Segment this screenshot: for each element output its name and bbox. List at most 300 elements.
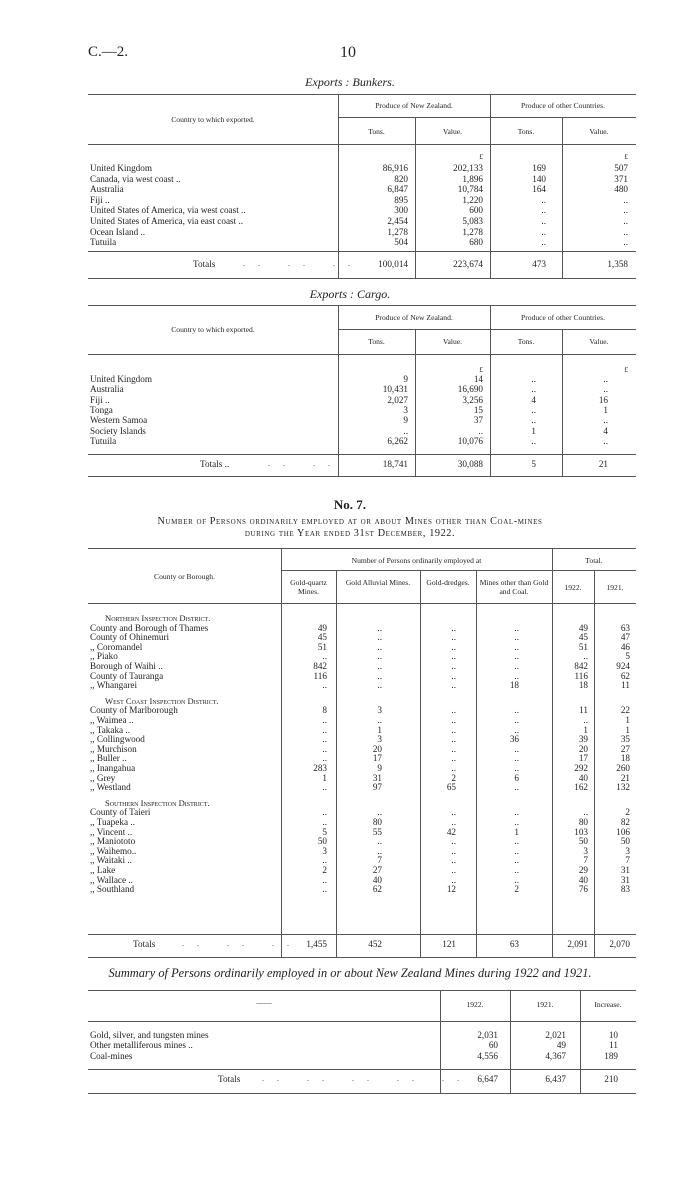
no7-row-1922: 39 bbox=[578, 734, 588, 745]
no7-row-gold-quartz: 842 bbox=[313, 661, 327, 671]
no7-row-1921: 260 bbox=[616, 763, 630, 773]
cargo-row-nz-tons: .. bbox=[403, 425, 408, 436]
no7-col-county: County or Borough. bbox=[154, 572, 215, 581]
no7-row-gold-quartz: 116 bbox=[313, 670, 327, 681]
page-number: 10 bbox=[340, 44, 356, 61]
no7-row-name: ,, Tuapeka .. bbox=[90, 817, 135, 827]
no7-row-1922: 1 bbox=[583, 724, 588, 735]
cargo-row-country: Society Islands bbox=[90, 425, 146, 436]
bunkers-col-nz: Produce of New Zealand. bbox=[375, 101, 453, 110]
cargo-row-o-value: 16 bbox=[598, 394, 608, 405]
no7-row-gold-quartz: 5 bbox=[322, 826, 327, 837]
no7-row-1922: .. bbox=[583, 807, 588, 818]
cargo-row-nz-value: 37 bbox=[473, 415, 483, 426]
no7-row-mines-other: 36 bbox=[509, 734, 519, 745]
no7-row-gold-alluvial: .. bbox=[377, 845, 382, 856]
no7-row-1922: 45 bbox=[578, 632, 588, 643]
no7-row-1921: 82 bbox=[620, 817, 630, 827]
no7-row-gold-alluvial: 55 bbox=[372, 826, 382, 837]
bunkers-row-country: United States of America, via west coast .. bbox=[90, 205, 246, 216]
cargo-col-o-value: Value. bbox=[589, 337, 609, 346]
section-heading-no7: No. 7. bbox=[333, 497, 367, 512]
page-reference: C.—2. bbox=[88, 44, 129, 60]
bunkers-row-country: Ocean Island .. bbox=[90, 226, 146, 237]
no7-row-mines-other: .. bbox=[514, 743, 519, 754]
no7-row-1921: 21 bbox=[620, 772, 630, 783]
no7-row-1922: .. bbox=[583, 651, 588, 662]
no7-row-name: County and Borough of Thames bbox=[90, 622, 209, 633]
no7-row-1922: 292 bbox=[574, 763, 588, 773]
bunkers-row-o-tons: .. bbox=[541, 226, 546, 237]
bunkers-totals-label: Totals bbox=[193, 259, 216, 269]
summary-total-1921: 6,437 bbox=[545, 1074, 566, 1084]
bunkers-row-o-tons: 164 bbox=[532, 184, 546, 195]
no7-row-1922: 40 bbox=[578, 772, 588, 783]
no7-row-mines-other: .. bbox=[514, 807, 519, 818]
no7-row-1921: 18 bbox=[620, 753, 630, 764]
no7-row-gold-alluvial: 7 bbox=[377, 855, 382, 866]
no7-row-gold-dredges: 12 bbox=[446, 884, 456, 895]
no7-col-1921: 1921. bbox=[606, 583, 624, 592]
bunkers-row-o-value: 371 bbox=[614, 173, 628, 184]
no7-row-mines-other: .. bbox=[514, 753, 519, 764]
summary-total-1922: 6,647 bbox=[477, 1074, 498, 1084]
no7-section-heading: West Coast Inspection District. bbox=[105, 695, 219, 706]
no7-row-gold-alluvial: .. bbox=[377, 680, 382, 691]
no7-row-name: County of Ohinemuri bbox=[90, 632, 170, 643]
bunkers-row-o-tons: .. bbox=[541, 194, 546, 205]
summary-row-increase: 11 bbox=[609, 1040, 618, 1051]
no7-row-name: County of Tauranga bbox=[90, 670, 164, 681]
no7-row-1921: 1 bbox=[625, 715, 630, 725]
no7-row-gold-quartz: 1 bbox=[322, 772, 327, 783]
no7-row-gold-alluvial: 80 bbox=[372, 817, 382, 827]
bunkers-row-nz-value: 1,896 bbox=[462, 173, 483, 184]
summary-row-label: Coal-mines bbox=[90, 1050, 133, 1061]
no7-row-gold-dredges: 65 bbox=[446, 782, 456, 793]
cargo-row-o-value: .. bbox=[603, 435, 608, 446]
summary-row-increase: 10 bbox=[608, 1030, 618, 1040]
no7-row-gold-dredges: .. bbox=[451, 753, 456, 764]
no7-row-mines-other: .. bbox=[514, 763, 519, 773]
no7-row-1921: 46 bbox=[620, 641, 630, 652]
no7-row-gold-quartz: .. bbox=[322, 782, 327, 793]
bunkers-col-nz-tons: Tons. bbox=[368, 127, 385, 136]
no7-row-mines-other: .. bbox=[514, 622, 519, 633]
no7-row-gold-dredges: .. bbox=[451, 724, 456, 735]
no7-row-gold-alluvial: .. bbox=[377, 622, 382, 633]
no7-row-name: ,, Waitaki .. bbox=[90, 855, 132, 866]
cargo-total-nz-tons: 18,741 bbox=[382, 459, 408, 469]
no7-row-gold-quartz: .. bbox=[322, 680, 327, 691]
no7-row-gold-quartz: .. bbox=[322, 743, 327, 754]
summary-col-blank: —— bbox=[256, 998, 272, 1007]
no7-row-1922: 49 bbox=[578, 622, 588, 633]
bunkers-row-o-value: .. bbox=[623, 205, 628, 216]
no7-row-gold-dredges: .. bbox=[451, 641, 456, 652]
bunkers-col-country: Country to which exported. bbox=[171, 115, 255, 124]
cargo-row-nz-tons: 10,431 bbox=[382, 384, 408, 395]
no7-row-gold-quartz: .. bbox=[322, 651, 327, 662]
no7-row-1921: 31 bbox=[620, 874, 630, 885]
no7-total-mo: 63 bbox=[509, 939, 519, 949]
no7-row-1921: 22 bbox=[620, 705, 630, 716]
bunkers-col-nz-value: Value. bbox=[442, 127, 463, 136]
no7-row-name: ,, Vincent .. bbox=[90, 826, 133, 837]
cargo-total-nz-value: 30,088 bbox=[457, 459, 483, 469]
no7-row-1921: 11 bbox=[621, 680, 630, 691]
no7-row-1922: 40 bbox=[578, 874, 588, 885]
summary-row-label: Gold, silver, and tungsten mines bbox=[90, 1030, 209, 1040]
no7-row-name: ,, Westland bbox=[90, 782, 131, 793]
bunkers-row-nz-value: 600 bbox=[469, 205, 483, 216]
cargo-row-o-tons: .. bbox=[531, 415, 536, 426]
bunkers-currency-nz: £ bbox=[479, 152, 483, 161]
cargo-row-o-value: 4 bbox=[603, 425, 608, 436]
cargo-row-o-tons: 4 bbox=[531, 394, 536, 405]
no7-row-name: ,, Southland bbox=[90, 884, 135, 895]
no7-row-gold-alluvial: .. bbox=[377, 670, 382, 681]
cargo-row-country: Western Samoa bbox=[90, 415, 148, 426]
cargo-row-nz-value: .. bbox=[478, 425, 483, 436]
no7-row-1921: 2 bbox=[625, 807, 630, 818]
summary-col-1922: 1922. bbox=[466, 1000, 484, 1009]
no7-row-mines-other: 18 bbox=[509, 680, 519, 691]
summary-row-1921: 2,021 bbox=[545, 1030, 566, 1040]
no7-row-gold-quartz: 8 bbox=[322, 705, 327, 716]
summary-col-1921: 1921. bbox=[536, 1000, 554, 1009]
bunkers-row-o-value: .. bbox=[623, 194, 628, 205]
bunkers-title: Exports : Bunkers. bbox=[305, 75, 395, 89]
no7-row-1922: 50 bbox=[578, 836, 588, 847]
no7-row-1921: 5 bbox=[625, 651, 630, 662]
no7-row-name: County of Taieri bbox=[90, 807, 151, 818]
no7-row-1921: 62 bbox=[620, 670, 630, 681]
cargo-row-nz-tons: 3 bbox=[403, 404, 408, 415]
no7-subtitle-line-2: during the Year ended 31st December, 1922. bbox=[244, 528, 456, 539]
cargo-title: Exports : Cargo. bbox=[309, 287, 391, 301]
no7-row-1922: 116 bbox=[574, 670, 588, 681]
summary-title: Summary of Persons ordinarily employed in or about New Zealand Mines during 1922 and 1921. bbox=[108, 966, 592, 980]
no7-row-gold-alluvial: .. bbox=[377, 836, 382, 847]
cargo-currency-nz: £ bbox=[479, 365, 483, 374]
cargo-row-nz-value: 15 bbox=[473, 404, 483, 415]
bunkers-row-o-tons: 140 bbox=[532, 173, 546, 184]
no7-row-gold-dredges: .. bbox=[451, 715, 456, 725]
no7-row-name: ,, Wallace .. bbox=[90, 874, 133, 885]
no7-row-gold-alluvial: .. bbox=[377, 807, 382, 818]
no7-row-gold-quartz: .. bbox=[322, 734, 327, 745]
summary-row-1922: 2,031 bbox=[477, 1030, 498, 1040]
no7-row-gold-dredges: .. bbox=[451, 705, 456, 716]
no7-row-1921: 7 bbox=[625, 855, 630, 866]
no7-row-gold-dredges: .. bbox=[451, 865, 456, 875]
no7-row-gold-dredges: .. bbox=[451, 670, 456, 681]
cargo-row-nz-tons: 6,262 bbox=[387, 435, 408, 446]
no7-row-gold-alluvial: .. bbox=[377, 715, 382, 725]
bunkers-row-country: Tutuila bbox=[90, 237, 117, 248]
bunkers-row-nz-value: 5,083 bbox=[462, 216, 483, 226]
summary-col-increase: Increase. bbox=[594, 1000, 622, 1009]
no7-row-gold-dredges: .. bbox=[451, 632, 456, 643]
summary-row-1921: 4,367 bbox=[545, 1050, 566, 1061]
no7-row-1922: 103 bbox=[574, 826, 588, 837]
cargo-row-nz-tons: 2,027 bbox=[387, 394, 408, 405]
no7-row-name: ,, Piako bbox=[90, 651, 118, 662]
cargo-row-country: United Kingdom bbox=[90, 374, 153, 384]
no7-row-gold-alluvial: .. bbox=[377, 651, 382, 662]
cargo-row-nz-tons: 9 bbox=[403, 415, 408, 426]
no7-row-mines-other: .. bbox=[514, 724, 519, 735]
summary-row-1921: 49 bbox=[556, 1040, 566, 1051]
no7-row-mines-other: .. bbox=[514, 715, 519, 725]
cargo-row-nz-value: 14 bbox=[473, 374, 483, 384]
no7-row-gold-alluvial: 62 bbox=[372, 884, 382, 895]
no7-row-gold-dredges: .. bbox=[451, 836, 456, 847]
no7-row-gold-quartz: 45 bbox=[317, 632, 327, 643]
bunkers-row-country: United Kingdom bbox=[90, 163, 153, 173]
no7-row-mines-other: .. bbox=[514, 661, 519, 671]
no7-row-gold-alluvial: 1 bbox=[377, 724, 382, 735]
cargo-row-nz-value: 3,256 bbox=[462, 394, 483, 405]
no7-row-mines-other: .. bbox=[514, 855, 519, 866]
no7-row-1922: 3 bbox=[583, 845, 588, 856]
no7-row-gold-alluvial: .. bbox=[377, 641, 382, 652]
bunkers-row-country: United States of America, via east coast .. bbox=[90, 216, 244, 226]
summary-row-increase: 189 bbox=[604, 1050, 618, 1061]
cargo-currency-other: £ bbox=[624, 365, 628, 374]
no7-row-gold-quartz: 49 bbox=[317, 622, 327, 633]
no7-row-name: ,, Maniototo bbox=[90, 836, 136, 847]
bunkers-col-o-value: Value. bbox=[589, 127, 609, 136]
cargo-row-nz-value: 16,690 bbox=[457, 384, 483, 395]
cargo-col-other: Produce of other Countries. bbox=[521, 313, 605, 322]
no7-row-1922: 7 bbox=[583, 855, 588, 866]
no7-total-gq: 1,455 bbox=[306, 939, 327, 949]
bunkers-col-other: Produce of other Countries. bbox=[521, 101, 605, 110]
no7-row-1921: 924 bbox=[616, 661, 630, 671]
summary-row-1922: 4,556 bbox=[477, 1050, 498, 1061]
no7-row-1922: 29 bbox=[578, 865, 588, 875]
cargo-row-o-tons: .. bbox=[531, 404, 536, 415]
cargo-col-nz: Produce of New Zealand. bbox=[375, 313, 453, 322]
bunkers-total-o-value: 1,358 bbox=[607, 259, 628, 269]
no7-row-gold-alluvial: 17 bbox=[372, 753, 382, 764]
no7-row-mines-other: .. bbox=[514, 845, 519, 856]
no7-row-mines-other: .. bbox=[514, 836, 519, 847]
bunkers-row-o-value: .. bbox=[623, 237, 628, 248]
no7-row-name: ,, Waihemo.. bbox=[90, 845, 137, 856]
no7-row-gold-dredges: .. bbox=[451, 680, 456, 691]
no7-row-gold-quartz: 50 bbox=[317, 836, 327, 847]
no7-subtitle bbox=[60, 516, 640, 540]
bunkers-row-nz-value: 1,278 bbox=[462, 226, 483, 237]
bunkers-row-nz-tons: 895 bbox=[394, 194, 408, 205]
cargo-row-o-tons: .. bbox=[531, 435, 536, 446]
no7-row-mines-other: .. bbox=[514, 651, 519, 662]
no7-row-gold-dredges: .. bbox=[451, 661, 456, 671]
no7-row-mines-other: 6 bbox=[514, 772, 519, 783]
no7-row-mines-other: .. bbox=[514, 632, 519, 643]
cargo-row-o-value: .. bbox=[603, 384, 608, 395]
bunkers-row-nz-value: 1,220 bbox=[462, 194, 483, 205]
no7-row-gold-quartz: .. bbox=[322, 753, 327, 764]
no7-row-1922: 17 bbox=[578, 753, 588, 764]
no7-row-1921: 50 bbox=[620, 836, 630, 847]
no7-row-gold-quartz: .. bbox=[322, 724, 327, 735]
no7-row-mines-other: .. bbox=[514, 874, 519, 885]
bunkers-row-o-tons: .. bbox=[541, 237, 546, 248]
no7-col-gold-alluvial: Gold Alluvial Mines. bbox=[345, 578, 411, 587]
bunkers-row-nz-tons: 820 bbox=[394, 173, 408, 184]
no7-row-name: ,, Whangarei bbox=[90, 680, 138, 691]
no7-row-gold-quartz: 51 bbox=[317, 641, 327, 652]
bunkers-row-nz-value: 10,784 bbox=[457, 184, 483, 195]
no7-totals-label: Totals bbox=[133, 939, 156, 949]
no7-row-1921: 1 bbox=[625, 724, 630, 735]
no7-row-gold-alluvial: .. bbox=[377, 632, 382, 643]
no7-row-name: ,, Collingwood bbox=[90, 734, 145, 745]
no7-total-1922: 2,091 bbox=[567, 939, 588, 949]
no7-row-mines-other: .. bbox=[514, 817, 519, 827]
bunkers-currency-other: £ bbox=[624, 152, 628, 161]
no7-row-mines-other: .. bbox=[514, 641, 519, 652]
no7-section-heading: Northern Inspection District. bbox=[105, 613, 211, 623]
no7-row-1922: 51 bbox=[578, 641, 588, 652]
cargo-col-nz-value: Value. bbox=[442, 337, 463, 346]
bunkers-total-nz-value: 223,674 bbox=[453, 259, 483, 269]
no7-row-name: Borough of Waihi .. bbox=[90, 661, 163, 671]
no7-row-1922: 20 bbox=[578, 743, 588, 754]
no7-row-name: ,, Buller .. bbox=[90, 753, 127, 764]
bunkers-row-nz-tons: 1,278 bbox=[387, 226, 408, 237]
no7-row-gold-dredges: .. bbox=[451, 651, 456, 662]
no7-row-name: ,, Waimea .. bbox=[90, 715, 134, 725]
no7-row-gold-alluvial: 40 bbox=[372, 874, 382, 885]
no7-row-gold-dredges: 2 bbox=[451, 772, 456, 783]
no7-row-gold-quartz: .. bbox=[322, 855, 327, 866]
no7-row-name: ,, Coromandel bbox=[90, 641, 143, 652]
bunkers-row-nz-tons: 6,847 bbox=[387, 184, 408, 195]
bunkers-total-nz-tons: 100,014 bbox=[378, 259, 408, 269]
cargo-row-country: Tutuila bbox=[90, 435, 117, 446]
no7-row-gold-quartz: .. bbox=[322, 884, 327, 895]
cargo-totals-label: Totals .. bbox=[200, 459, 230, 469]
bunkers-col-o-tons: Tons. bbox=[517, 127, 535, 136]
bunkers-row-nz-tons: 86,916 bbox=[382, 163, 408, 173]
bunkers-row-nz-tons: 504 bbox=[394, 237, 408, 248]
no7-row-name: ,, Takaka .. bbox=[90, 724, 131, 735]
no7-row-name: ,, Inangahua bbox=[90, 763, 136, 773]
cargo-row-country: Australia bbox=[90, 384, 124, 395]
summary-row-label: Other metalliferous mines .. bbox=[90, 1040, 193, 1051]
no7-row-mines-other: .. bbox=[514, 782, 519, 793]
no7-row-gold-alluvial: 97 bbox=[372, 782, 382, 793]
no7-row-1922: 162 bbox=[574, 782, 588, 793]
no7-col-1922: 1922. bbox=[564, 583, 582, 592]
summary-row-1922: 60 bbox=[488, 1040, 498, 1051]
no7-row-1922: 11 bbox=[579, 705, 588, 716]
no7-col-mines-other: Mines other than Gold and Coal. bbox=[479, 578, 549, 596]
no7-section-heading: Southern Inspection District. bbox=[105, 797, 210, 808]
no7-row-gold-alluvial: .. bbox=[377, 661, 382, 671]
no7-subtitle-line-1: Number of Persons ordinarily employed at or about Mines other than Coal-mines bbox=[157, 516, 543, 527]
bunkers-row-o-value: .. bbox=[623, 216, 628, 226]
cargo-row-o-tons: 1 bbox=[531, 425, 536, 436]
bunkers-row-country: Australia bbox=[90, 184, 124, 195]
cargo-row-country: Tonga bbox=[90, 404, 113, 415]
no7-row-1921: 35 bbox=[620, 734, 630, 745]
no7-col-gold-quartz: Gold-quartz Mines. bbox=[290, 578, 327, 596]
cargo-row-country: Fiji .. bbox=[90, 394, 110, 405]
cargo-row-o-value: .. bbox=[603, 415, 608, 426]
no7-row-gold-dredges: .. bbox=[451, 807, 456, 818]
no7-total-ga: 452 bbox=[368, 939, 382, 949]
no7-row-gold-dredges: .. bbox=[451, 845, 456, 856]
no7-row-1921: 47 bbox=[620, 632, 630, 643]
bunkers-row-o-value: 507 bbox=[614, 163, 628, 173]
cargo-col-nz-tons: Tons. bbox=[368, 337, 385, 346]
no7-row-gold-dredges: .. bbox=[451, 855, 456, 866]
no7-row-1922: 80 bbox=[578, 817, 588, 827]
no7-row-mines-other: 2 bbox=[514, 884, 519, 895]
no7-row-gold-quartz: 2 bbox=[322, 865, 327, 875]
no7-row-gold-dredges: .. bbox=[451, 817, 456, 827]
no7-row-gold-dredges: .. bbox=[451, 763, 456, 773]
summary-total-increase: 210 bbox=[604, 1074, 618, 1084]
bunkers-total-o-tons: 473 bbox=[532, 259, 546, 269]
no7-row-gold-alluvial: 27 bbox=[372, 865, 382, 875]
bunkers-row-o-tons: 169 bbox=[532, 163, 546, 173]
no7-row-1922: 18 bbox=[578, 680, 588, 691]
cargo-total-o-tons: 5 bbox=[531, 459, 536, 469]
no7-row-mines-other: .. bbox=[514, 705, 519, 716]
no7-row-gold-alluvial: 3 bbox=[377, 734, 382, 745]
no7-col-gold-dredges: Gold-dredges. bbox=[426, 578, 470, 587]
no7-row-name: ,, Murchison bbox=[90, 743, 137, 754]
bunkers-row-nz-tons: 300 bbox=[394, 205, 408, 216]
bunkers-row-nz-value: 680 bbox=[469, 237, 483, 248]
no7-row-mines-other: .. bbox=[514, 670, 519, 681]
no7-col-group: Number of Persons ordinarily employed at bbox=[351, 556, 482, 565]
no7-col-total: Total. bbox=[585, 556, 603, 565]
bunkers-row-country: Fiji .. bbox=[90, 194, 110, 205]
no7-row-name: ,, Grey bbox=[90, 772, 116, 783]
no7-row-gold-dredges: .. bbox=[451, 743, 456, 754]
no7-row-gold-quartz: .. bbox=[322, 807, 327, 818]
no7-row-gold-alluvial: 9 bbox=[377, 763, 382, 773]
cargo-row-o-tons: .. bbox=[531, 384, 536, 395]
no7-row-1921: 31 bbox=[620, 865, 630, 875]
no7-row-gold-alluvial: 31 bbox=[372, 772, 382, 783]
no7-row-mines-other: .. bbox=[514, 865, 519, 875]
no7-row-1921: 3 bbox=[625, 845, 630, 856]
no7-row-gold-alluvial: 20 bbox=[372, 743, 382, 754]
bunkers-row-country: Canada, via west coast .. bbox=[90, 173, 181, 184]
cargo-col-o-tons: Tons. bbox=[517, 337, 535, 346]
bunkers-row-o-tons: .. bbox=[541, 216, 546, 226]
no7-row-gold-dredges: .. bbox=[451, 874, 456, 885]
bunkers-row-o-value: 480 bbox=[614, 184, 628, 195]
bunkers-row-nz-value: 202,133 bbox=[453, 163, 483, 173]
bunkers-row-nz-tons: 2,454 bbox=[387, 216, 408, 226]
cargo-row-o-value: 1 bbox=[603, 404, 608, 415]
no7-row-1921: 106 bbox=[616, 826, 630, 837]
no7-row-mines-other: 1 bbox=[514, 826, 519, 837]
no7-total-1921: 2,070 bbox=[609, 939, 630, 949]
no7-row-1921: 63 bbox=[620, 622, 630, 633]
no7-row-1921: 27 bbox=[620, 743, 630, 754]
